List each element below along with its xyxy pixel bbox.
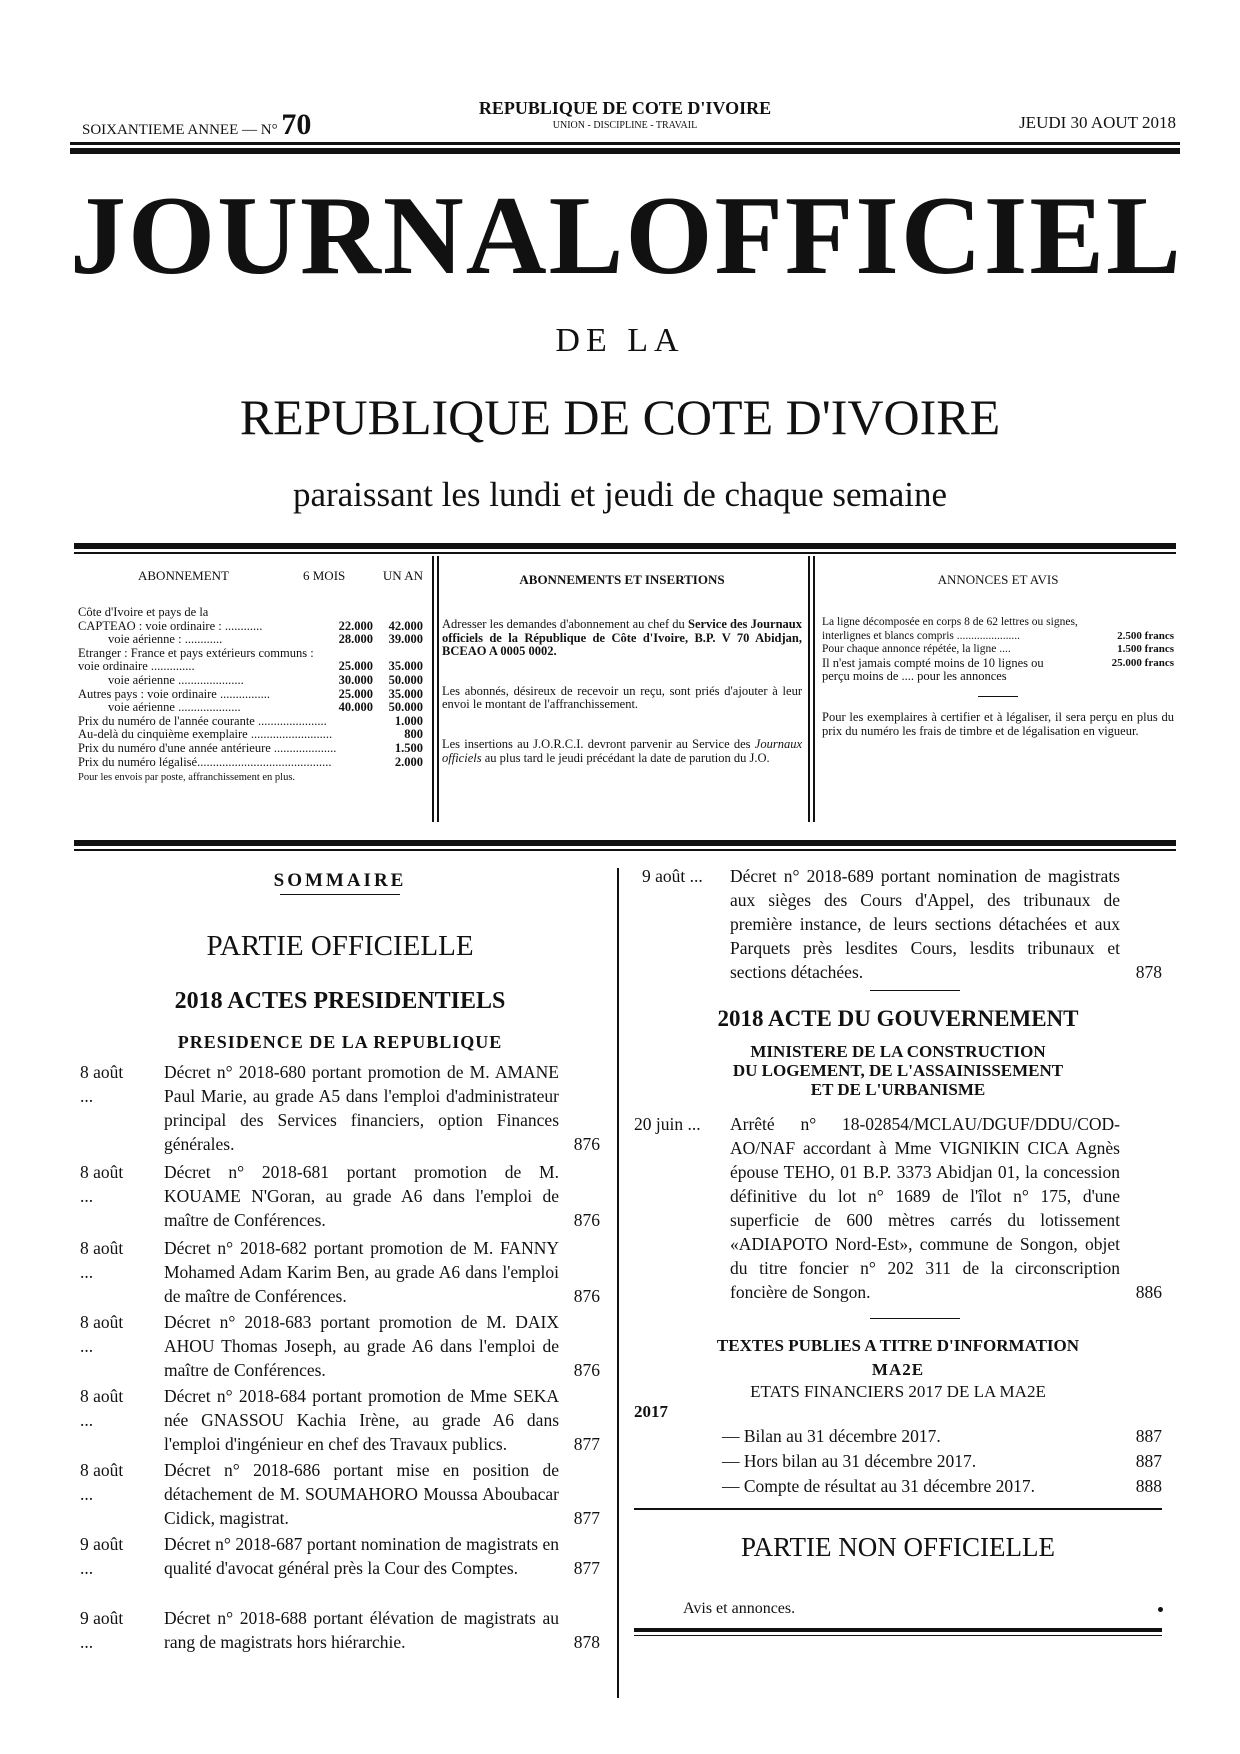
financial-item: — Compte de résultat au 31 décembre 2017. 888 xyxy=(722,1476,1162,1496)
issue-label: SOIXANTIEME ANNEE — N° 70 xyxy=(82,108,312,141)
header-motto: UNION - DISCIPLINE - TRAVAIL xyxy=(552,120,698,131)
partie-officielle: PARTIE OFFICIELLE xyxy=(206,930,474,962)
subscription-intro: Côte d'Ivoire et pays de la xyxy=(78,605,209,619)
financial-item: — Hors bilan au 31 décembre 2017. 887 xyxy=(722,1451,1162,1471)
acte-gouvernement: 2018 ACTE DU GOUVERNEMENT xyxy=(717,1006,1079,1031)
insertions-p3: Les insertions au J.O.R.C.I. devront parvenir au Service des Journaux officiels au plus tard le jeudi précédant la date de parution du J.O. xyxy=(442,736,802,765)
insertions-heading: ABONNEMENTS ET INSERTIONS xyxy=(519,572,725,587)
insertions-p1: Adresser les demandes d'abonnement au chef du Service des Journaux officiels de la République de Côte d'Ivoire, B.P. V 70 Abidjan, BCEAO A 0005 0002. xyxy=(442,617,803,659)
annonces-separator xyxy=(978,696,1018,697)
annonces-heading: ANNONCES ET AVIS xyxy=(937,572,1059,587)
separator xyxy=(870,990,960,991)
sommaire-entry: 8 août ... Décret n° 2018-683 portant promotion de M. DAIX AHOU Thomas Joseph, au grade A6 dans l'emploi de maître de Conférences. 876 xyxy=(80,1312,600,1380)
annonces-note: Pour les exemplaires à certifier et à légaliser, il sera perçu en plus du prix du numéro les frais de timbre et de légalisation en vigueur. xyxy=(822,709,1174,738)
info-divider xyxy=(437,556,439,822)
textes-publies: TEXTES PUBLIES A TITRE D'INFORMATION xyxy=(716,1336,1080,1355)
subscription-row: voie aérienne : ............ 28.000 39.000 xyxy=(108,632,423,647)
financial-item: — Bilan au 31 décembre 2017. 887 xyxy=(722,1426,1162,1446)
info-rule-bottom xyxy=(74,840,1176,846)
masthead-frequency: paraissant les lundi et jeudi de chaque semaine xyxy=(292,475,948,514)
col-one-year: UN AN xyxy=(382,568,423,583)
subscription-row: voie aérienne .................... 40.000 50.000 xyxy=(108,700,423,715)
info-divider xyxy=(813,556,815,822)
info-divider xyxy=(808,556,810,822)
issue-date: JEUDI 30 AOUT 2018 xyxy=(1019,113,1176,132)
presidence-heading: PRESIDENCE DE LA REPUBLIQUE xyxy=(177,1032,503,1052)
price-row: Prix du numéro légalisé........................................... 2.000 xyxy=(78,754,423,769)
info-rule-top xyxy=(74,543,1176,549)
subscription-row: Autres pays : voie ordinaire ................ 25.000 35.000 xyxy=(78,686,423,701)
sommaire-entry: 9 août ... Décret n° 2018-687 portant nomination de magistrats en qualité d'avocat général près la Cour des Comptes. 877 xyxy=(80,1534,600,1578)
separator xyxy=(870,1318,960,1319)
subscription-footnote: Pour les envois par poste, affranchissement en plus. xyxy=(78,772,296,784)
sommaire-entry: 8 août ... Décret n° 2018-684 portant promotion de Mme SEKA née GNASSOU Kachia Irène, au grade A6 dans l'emploi d'ingénieur en chef des Travaux publics. 877 xyxy=(80,1386,600,1454)
partie-non-officielle: PARTIE NON OFFICIELLE xyxy=(741,1532,1055,1562)
column-divider xyxy=(617,868,619,1698)
header-republic: REPUBLIQUE DE COTE D'IVOIRE xyxy=(478,98,772,118)
subscription-box xyxy=(78,562,423,824)
issue-number: 70 xyxy=(281,108,312,141)
sommaire-entry: 8 août ... Décret n° 2018-681 portant promotion de M. KOUAME N'Goran, au grade A6 dans l'emploi de maître de Conférences. 876 xyxy=(80,1162,600,1230)
ma2e-heading: MA2E xyxy=(871,1360,925,1379)
subscription-heading: ABONNEMENT xyxy=(138,568,229,583)
sommaire-entry: 9 août ... Décret n° 2018-688 portant élévation de magistrats au rang de magistrats hors hiérarchie. 878 xyxy=(80,1608,600,1652)
year-label: 2017 xyxy=(634,1402,668,1421)
annonces-rate-3: Il n'est jamais compté moins de 10 lignes ou perçu moins de .... pour les annonces 25.000 francs xyxy=(822,655,1174,684)
sommaire-entry: 8 août ... Décret n° 2018-682 portant promotion de M. FANNY Mohamed Adam Karim Ben, au grade A6 dans l'emploi de maître de Conférences. 876 xyxy=(80,1238,600,1306)
sommaire-entry: 8 août ... Décret n° 2018-680 portant promotion de M. AMANE Paul Marie, au grade A5 dans l'emploi d'administrateur principal des Services financiers, option Finances générales. 876 xyxy=(80,1062,600,1154)
header-rule-thick xyxy=(70,148,1180,154)
masthead-republic: REPUBLIQUE DE COTE D'IVOIRE xyxy=(239,389,1001,445)
avis-annonces: Avis et annonces. xyxy=(683,1600,1163,1618)
bullet-icon xyxy=(1158,1607,1163,1612)
financial-items xyxy=(722,1424,1162,1499)
info-rule-top-thin xyxy=(74,552,1176,554)
sommaire-entry: 8 août ... Décret n° 2018-686 portant mise en position de détachement de M. SOUMAHORO Moussa Aboubacar Cidick, magistrat. 877 xyxy=(80,1460,600,1528)
subscription-row: CAPTEAO : voie ordinaire : ............ 22.000 42.000 xyxy=(78,618,423,633)
subscription-row: Etranger : France et pays extérieurs communs : voie ordinaire .............. 25.000 35.000 xyxy=(78,645,423,674)
price-row: Au-delà du cinquième exemplaire .......................... 800 xyxy=(78,727,423,742)
sommaire-title: SOMMAIRE xyxy=(273,870,407,891)
price-row: Prix du numéro de l'année courante ...................... 1.000 xyxy=(78,713,423,728)
actes-presidentiels: 2018 ACTES PRESIDENTIELS xyxy=(174,988,506,1014)
bottom-rule xyxy=(634,1628,1162,1632)
header-center xyxy=(440,98,810,131)
bottom-rule-thin xyxy=(634,1635,1162,1636)
subscription-row: voie aérienne ..................... 30.000 50.000 xyxy=(108,672,423,687)
annonces-rate-2: Pour chaque annonce répétée, la ligne .... 1.500 francs xyxy=(822,643,1174,656)
price-row: Prix du numéro d'une année antérieure .................... 1.500 xyxy=(78,740,423,755)
non-officielle-rule xyxy=(634,1508,1162,1510)
sommaire-entry-right: 9 août ... Décret n° 2018-689 portant nomination de magistrats aux sièges des Cours d'Appel, des tribunaux de première instance, de leurs sections détachées et aux Parquets près lesdites Cours, lesdits tribunaux et sections détachées. 878 xyxy=(642,866,1162,982)
etats-financiers: ETATS FINANCIERS 2017 DE LA MA2E xyxy=(750,1382,1046,1401)
annonces-rate-1: La ligne décomposée en corps 8 de 62 lettres ou signes, interlignes et blancs compris ...................... 2.500 francs xyxy=(822,616,1174,642)
col-six-months: 6 MOIS xyxy=(303,568,346,583)
info-divider xyxy=(432,556,434,822)
arrete-entry: 20 juin ... Arrêté n° 18-02854/MCLAU/DGUF/DDU/COD-AO/NAF accordant à Mme VIGNIKIN CICA Agnès épouse TEHO, 01 B.P. 3373 Abidjan 01, la concession définitive du lot n° 1689 de l'îlot n° 175, d'une superficie de 600 mètres carrés du lotissement «ADIAPOTO Nord-Est», commune de Songon, objet du titre foncier n° 202 311 de la circonscription foncière de Songon. 886 xyxy=(634,1114,1162,1302)
header-rule xyxy=(70,142,1180,145)
annonces-box xyxy=(822,562,1174,824)
sommaire-underline xyxy=(280,894,400,895)
info-rule-bottom-thin xyxy=(74,849,1176,851)
ministere-heading: MINISTERE DE LA CONSTRUCTION DU LOGEMENT, DE L'ASSAINISSEMENT ET DE L'URBANISME xyxy=(732,1042,1064,1099)
masthead-de-la: DE LA xyxy=(555,322,685,359)
insertions-p2: Les abonnés, désireux de recevoir un reçu, sont priés d'ajouter à leur envoi le montant de l'affranchissement. xyxy=(442,683,802,712)
subscription-rows xyxy=(78,620,423,770)
masthead-title: JOURNAL OFFICIEL xyxy=(70,174,1183,298)
insertions-box xyxy=(442,562,802,824)
